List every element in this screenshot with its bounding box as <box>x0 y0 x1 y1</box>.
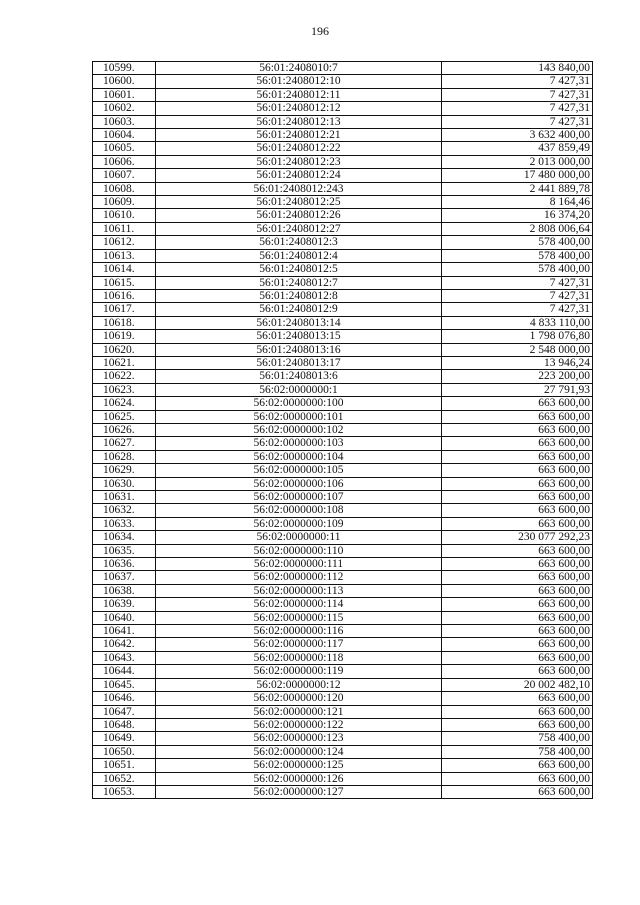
cadastral-value: 578 400,00 <box>442 263 593 276</box>
row-number: 10637. <box>93 571 156 584</box>
table-row <box>93 571 593 584</box>
row-number: 10641. <box>93 625 156 638</box>
cadastral-value: 2 441 889,78 <box>442 182 593 195</box>
table-row <box>93 598 593 611</box>
cadastral-number: 56:02:0000000:120 <box>156 692 442 705</box>
cadastral-number: 56:02:0000000:111 <box>156 558 442 571</box>
cadastral-number: 56:02:0000000:122 <box>156 718 442 731</box>
row-number: 10626. <box>93 423 156 436</box>
row-number: 10621. <box>93 356 156 369</box>
cadastral-number: 56:01:2408012:9 <box>156 303 442 316</box>
cadastral-value: 663 600,00 <box>442 759 593 772</box>
row-number: 10619. <box>93 330 156 343</box>
table-row <box>93 491 593 504</box>
cadastral-value: 20 002 482,10 <box>442 678 593 691</box>
cadastral-value: 663 600,00 <box>442 517 593 530</box>
row-number: 10642. <box>93 638 156 651</box>
table-row <box>93 410 593 423</box>
row-number: 10614. <box>93 263 156 276</box>
cadastral-number: 56:01:2408012:25 <box>156 196 442 209</box>
row-number: 10653. <box>93 785 156 798</box>
row-number: 10636. <box>93 558 156 571</box>
row-number: 10651. <box>93 759 156 772</box>
row-number: 10606. <box>93 155 156 168</box>
row-number: 10645. <box>93 678 156 691</box>
table-row <box>93 182 593 195</box>
row-number: 10618. <box>93 316 156 329</box>
table-row <box>93 102 593 115</box>
cadastral-value-table <box>92 61 593 799</box>
cadastral-number: 56:02:0000000:117 <box>156 638 442 651</box>
cadastral-number: 56:01:2408012:8 <box>156 289 442 302</box>
cadastral-number: 56:02:0000000:123 <box>156 732 442 745</box>
row-number: 10652. <box>93 772 156 785</box>
table-row <box>93 236 593 249</box>
table-row <box>93 289 593 302</box>
cadastral-number: 56:01:2408012:13 <box>156 115 442 128</box>
table-row <box>93 517 593 530</box>
cadastral-value: 758 400,00 <box>442 745 593 758</box>
cadastral-value: 663 600,00 <box>442 477 593 490</box>
cadastral-number: 56:02:0000000:124 <box>156 745 442 758</box>
row-number: 10605. <box>93 142 156 155</box>
table-row <box>93 88 593 101</box>
table-row <box>93 665 593 678</box>
cadastral-number: 56:02:0000000:125 <box>156 759 442 772</box>
cadastral-number: 56:01:2408012:21 <box>156 129 442 142</box>
table-row <box>93 611 593 624</box>
row-number: 10644. <box>93 665 156 678</box>
cadastral-number: 56:02:0000000:113 <box>156 584 442 597</box>
row-number: 10601. <box>93 88 156 101</box>
row-number: 10612. <box>93 236 156 249</box>
cadastral-number: 56:01:2408012:23 <box>156 155 442 168</box>
cadastral-number: 56:02:0000000:1 <box>156 383 442 396</box>
cadastral-value: 2 808 006,64 <box>442 222 593 235</box>
table-row <box>93 62 593 75</box>
table-row <box>93 209 593 222</box>
cadastral-number: 56:01:2408010:7 <box>156 62 442 75</box>
cadastral-value: 663 600,00 <box>442 718 593 731</box>
table-row <box>93 732 593 745</box>
table-row <box>93 249 593 262</box>
row-number: 10602. <box>93 102 156 115</box>
table-row <box>93 276 593 289</box>
cadastral-value: 663 600,00 <box>442 410 593 423</box>
row-number: 10647. <box>93 705 156 718</box>
cadastral-value: 663 600,00 <box>442 598 593 611</box>
row-number: 10615. <box>93 276 156 289</box>
cadastral-number: 56:02:0000000:110 <box>156 544 442 557</box>
cadastral-value: 663 600,00 <box>442 571 593 584</box>
table-row <box>93 196 593 209</box>
cadastral-value: 1 798 076,80 <box>442 330 593 343</box>
cadastral-value: 663 600,00 <box>442 584 593 597</box>
cadastral-value: 663 600,00 <box>442 450 593 463</box>
cadastral-number: 56:01:2408013:14 <box>156 316 442 329</box>
cadastral-number: 56:02:0000000:102 <box>156 423 442 436</box>
row-number: 10643. <box>93 651 156 664</box>
table-row <box>93 75 593 88</box>
row-number: 10635. <box>93 544 156 557</box>
cadastral-value: 663 600,00 <box>442 464 593 477</box>
cadastral-number: 56:02:0000000:112 <box>156 571 442 584</box>
cadastral-number: 56:01:2408012:22 <box>156 142 442 155</box>
table-row <box>93 544 593 557</box>
cadastral-number: 56:02:0000000:115 <box>156 611 442 624</box>
table-row <box>93 772 593 785</box>
cadastral-number: 56:01:2408013:6 <box>156 370 442 383</box>
cadastral-value: 578 400,00 <box>442 236 593 249</box>
table-row <box>93 651 593 664</box>
page-number: 196 <box>311 24 329 38</box>
table-row <box>93 450 593 463</box>
cadastral-number: 56:01:2408012:24 <box>156 169 442 182</box>
row-number: 10604. <box>93 129 156 142</box>
cadastral-value: 663 600,00 <box>442 611 593 624</box>
cadastral-value: 663 600,00 <box>442 504 593 517</box>
row-number: 10616. <box>93 289 156 302</box>
cadastral-number: 56:02:0000000:107 <box>156 491 442 504</box>
cadastral-value: 8 164,46 <box>442 196 593 209</box>
cadastral-value: 17 480 000,00 <box>442 169 593 182</box>
cadastral-value: 7 427,31 <box>442 115 593 128</box>
row-number: 10648. <box>93 718 156 731</box>
table-row <box>93 692 593 705</box>
table-row <box>93 356 593 369</box>
cadastral-number: 56:02:0000000:118 <box>156 651 442 664</box>
row-number: 10623. <box>93 383 156 396</box>
cadastral-number: 56:01:2408013:16 <box>156 343 442 356</box>
cadastral-number: 56:01:2408012:5 <box>156 263 442 276</box>
cadastral-value: 7 427,31 <box>442 303 593 316</box>
cadastral-number: 56:02:0000000:121 <box>156 705 442 718</box>
cadastral-value: 663 600,00 <box>442 772 593 785</box>
table-row <box>93 759 593 772</box>
row-number: 10600. <box>93 75 156 88</box>
cadastral-value: 663 600,00 <box>442 692 593 705</box>
table-row <box>93 504 593 517</box>
cadastral-value: 663 600,00 <box>442 437 593 450</box>
cadastral-number: 56:02:0000000:126 <box>156 772 442 785</box>
cadastral-value: 7 427,31 <box>442 276 593 289</box>
cadastral-value: 578 400,00 <box>442 249 593 262</box>
cadastral-value: 2 013 000,00 <box>442 155 593 168</box>
row-number: 10624. <box>93 397 156 410</box>
cadastral-value: 663 600,00 <box>442 423 593 436</box>
row-number: 10610. <box>93 209 156 222</box>
cadastral-number: 56:02:0000000:105 <box>156 464 442 477</box>
table-row <box>93 638 593 651</box>
row-number: 10607. <box>93 169 156 182</box>
cadastral-value: 663 600,00 <box>442 558 593 571</box>
cadastral-value: 7 427,31 <box>442 102 593 115</box>
row-number: 10613. <box>93 249 156 262</box>
table-row <box>93 222 593 235</box>
row-number: 10608. <box>93 182 156 195</box>
cadastral-value: 13 946,24 <box>442 356 593 369</box>
cadastral-value: 7 427,31 <box>442 75 593 88</box>
table-row <box>93 718 593 731</box>
table-row <box>93 343 593 356</box>
table-row <box>93 316 593 329</box>
cadastral-number: 56:02:0000000:103 <box>156 437 442 450</box>
table-row <box>93 531 593 544</box>
table-row <box>93 558 593 571</box>
cadastral-value: 663 600,00 <box>442 651 593 664</box>
row-number: 10639. <box>93 598 156 611</box>
cadastral-number: 56:02:0000000:12 <box>156 678 442 691</box>
table-row <box>93 464 593 477</box>
table-row <box>93 705 593 718</box>
row-number: 10629. <box>93 464 156 477</box>
table-row <box>93 625 593 638</box>
row-number: 10611. <box>93 222 156 235</box>
row-number: 10630. <box>93 477 156 490</box>
cadastral-value: 663 600,00 <box>442 491 593 504</box>
cadastral-value: 16 374,20 <box>442 209 593 222</box>
row-number: 10638. <box>93 584 156 597</box>
cadastral-value: 437 859,49 <box>442 142 593 155</box>
cadastral-number: 56:01:2408012:12 <box>156 102 442 115</box>
row-number: 10622. <box>93 370 156 383</box>
table-row <box>93 115 593 128</box>
table-row <box>93 785 593 798</box>
cadastral-value: 663 600,00 <box>442 638 593 651</box>
row-number: 10649. <box>93 732 156 745</box>
cadastral-value: 663 600,00 <box>442 705 593 718</box>
cadastral-number: 56:01:2408013:15 <box>156 330 442 343</box>
row-number: 10628. <box>93 450 156 463</box>
row-number: 10599. <box>93 62 156 75</box>
table-row <box>93 745 593 758</box>
table-row <box>93 477 593 490</box>
cadastral-value: 758 400,00 <box>442 732 593 745</box>
cadastral-value: 2 548 000,00 <box>442 343 593 356</box>
cadastral-value: 663 600,00 <box>442 397 593 410</box>
table-row <box>93 584 593 597</box>
cadastral-value: 3 632 400,00 <box>442 129 593 142</box>
cadastral-number: 56:02:0000000:104 <box>156 450 442 463</box>
cadastral-number: 56:02:0000000:127 <box>156 785 442 798</box>
table-row <box>93 129 593 142</box>
row-number: 10625. <box>93 410 156 423</box>
row-number: 10650. <box>93 745 156 758</box>
cadastral-value: 223 200,00 <box>442 370 593 383</box>
cadastral-number: 56:01:2408012:3 <box>156 236 442 249</box>
table-row <box>93 169 593 182</box>
cadastral-value: 7 427,31 <box>442 289 593 302</box>
cadastral-number: 56:02:0000000:108 <box>156 504 442 517</box>
table-row <box>93 423 593 436</box>
table-row <box>93 397 593 410</box>
cadastral-number: 56:01:2408012:4 <box>156 249 442 262</box>
row-number: 10631. <box>93 491 156 504</box>
row-number: 10603. <box>93 115 156 128</box>
table-row <box>93 437 593 450</box>
table-row <box>93 142 593 155</box>
cadastral-number: 56:02:0000000:100 <box>156 397 442 410</box>
table-row <box>93 303 593 316</box>
cadastral-number: 56:02:0000000:109 <box>156 517 442 530</box>
cadastral-number: 56:02:0000000:11 <box>156 531 442 544</box>
table-row <box>93 263 593 276</box>
row-number: 10632. <box>93 504 156 517</box>
cadastral-value: 663 600,00 <box>442 625 593 638</box>
cadastral-value: 7 427,31 <box>442 88 593 101</box>
table-row <box>93 383 593 396</box>
row-number: 10640. <box>93 611 156 624</box>
cadastral-number: 56:02:0000000:114 <box>156 598 442 611</box>
cadastral-number: 56:02:0000000:116 <box>156 625 442 638</box>
cadastral-number: 56:01:2408012:27 <box>156 222 442 235</box>
cadastral-value: 27 791,93 <box>442 383 593 396</box>
cadastral-number: 56:01:2408013:17 <box>156 356 442 369</box>
cadastral-value: 4 833 110,00 <box>442 316 593 329</box>
row-number: 10620. <box>93 343 156 356</box>
cadastral-number: 56:01:2408012:10 <box>156 75 442 88</box>
table-row <box>93 330 593 343</box>
cadastral-value: 663 600,00 <box>442 785 593 798</box>
cadastral-number: 56:02:0000000:101 <box>156 410 442 423</box>
cadastral-number: 56:01:2408012:26 <box>156 209 442 222</box>
cadastral-value: 663 600,00 <box>442 665 593 678</box>
table-row <box>93 155 593 168</box>
row-number: 10627. <box>93 437 156 450</box>
row-number: 10646. <box>93 692 156 705</box>
row-number: 10634. <box>93 531 156 544</box>
row-number: 10633. <box>93 517 156 530</box>
cadastral-value: 663 600,00 <box>442 544 593 557</box>
cadastral-number: 56:01:2408012:243 <box>156 182 442 195</box>
cadastral-number: 56:02:0000000:106 <box>156 477 442 490</box>
table-row <box>93 370 593 383</box>
table-row <box>93 678 593 691</box>
cadastral-number: 56:01:2408012:7 <box>156 276 442 289</box>
cadastral-value: 143 840,00 <box>442 62 593 75</box>
row-number: 10609. <box>93 196 156 209</box>
cadastral-number: 56:01:2408012:11 <box>156 88 442 101</box>
cadastral-number: 56:02:0000000:119 <box>156 665 442 678</box>
cadastral-value: 230 077 292,23 <box>442 531 593 544</box>
row-number: 10617. <box>93 303 156 316</box>
